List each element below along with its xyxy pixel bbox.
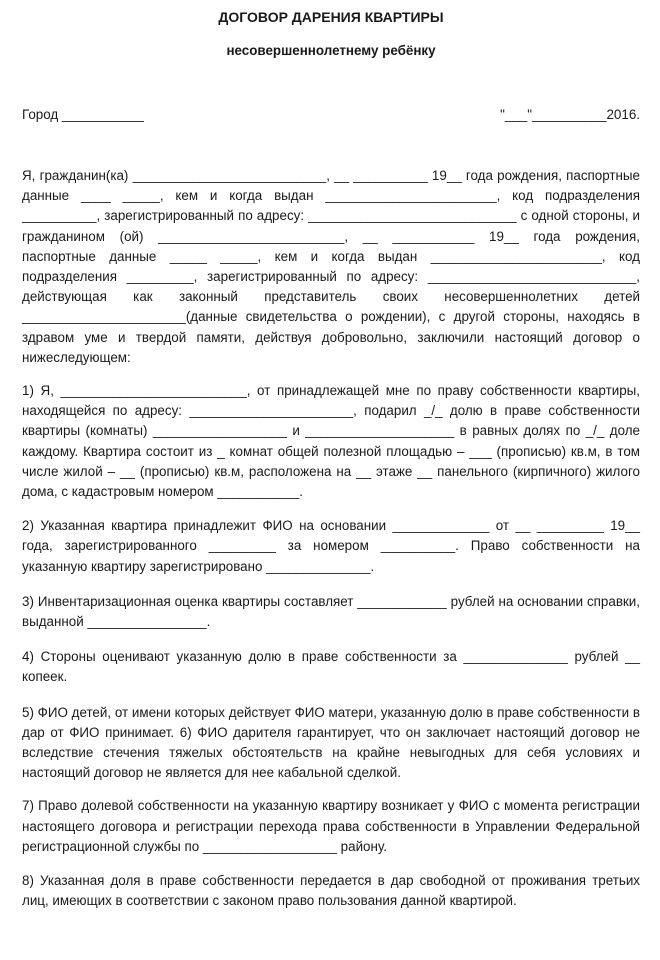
city-date-row	[22, 105, 640, 125]
city-field: Город ___________	[22, 107, 144, 122]
paragraph-5-6: 5) ФИО детей, от имени которых действует ФИО матери, указанную долю в праве собственности в дар от ФИО принимает. 6) ФИО дарителя гарантирует, что он заключает настоящий договор не вследствие стечения тяжелых обстоятельств на крайне невыгодных для себя условиях и настоящий договор не является для нее кабальной сделкой.	[22, 704, 640, 781]
date-field: "___"__________2016.	[500, 107, 640, 122]
paragraph-intro: Я, гражданин(ка) __________________________, __ __________ 19__ года рождения, паспортные данные ____ _____, кем и когда выдан _______________________, код подразделения __________, зарегистрированный по адресу: ____________________________ с одной стороны, и гражданином (ой) _________________________, __ ___________ 19__ года рождения, паспортные данные _____ _____, кем и когда выдан _______________________, код подразделения _________, зарегистрированный по адресу: ____________________________, действующая как законный представитель своих несовершеннолетних детей ______________________(данные свидетельства о рождении), с другой стороны, находясь в здравом уме и твердой памяти, действуя добровольно, заключили настоящий договор о нижеследующем:	[22, 168, 640, 365]
paragraph-8: 8) Указанная доля в праве собственности передается в дар свободной от проживания третьих лиц, имеющих в соответствии с законом право пользования данной квартирой.	[22, 873, 640, 909]
paragraph-3: 3) Инвентаризационная оценка квартиры составляет ____________ рублей на основании справки, выданной ________________.	[22, 593, 640, 630]
paragraph-2: 2) Указанная квартира принадлежит ФИО на основании _____________ от __ _________ 19__ года, зарегистрированного _________ за номером __________. Право собственности на указанную квартиру зарегистрировано ______________.	[22, 518, 640, 574]
paragraph-7: 7) Право долевой собственности на указанную квартиру возникает у ФИО с момента регистрации настоящего договора и регистрации перехода права собственности в Управлении Федеральной регистрационной службы по __________________ району.	[22, 798, 640, 854]
document-title: ДОГОВОР ДАРЕНИЯ КВАРТИРЫ	[218, 9, 444, 25]
paragraph-1: 1) Я, _________________________, от принадлежащей мне по праву собственности квартиры, находящейся по адресу: ______________________, подарил _/_ долю в праве собственности квартиры (комнаты) __________________ и ____________________ в равных долях по _/_ доле каждому. Квартира состоит из _ комнат общей полезной площадью – ___ (прописью) кв.м, в том числе жилой – __ (прописью) кв.м, расположена на __ этаже __ панельного (кирпичного) жилого дома, с кадастровым номером ___________.	[22, 383, 640, 500]
paragraph-4: 4) Стороны оценивают указанную долю в праве собственности за ______________ рублей __ копеек.	[22, 649, 640, 685]
document-subtitle: несовершеннолетнему ребёнку	[226, 43, 436, 58]
